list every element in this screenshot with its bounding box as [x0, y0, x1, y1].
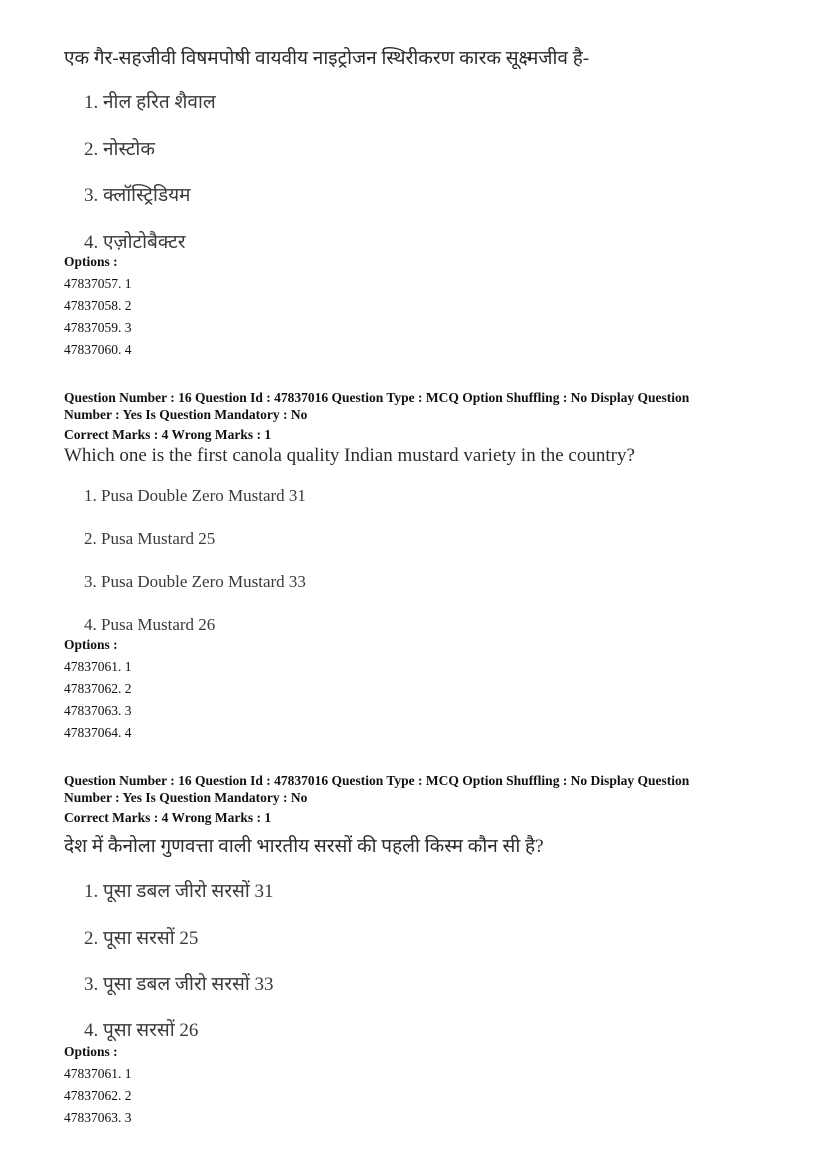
option-id: 47837061. 1 — [64, 1066, 132, 1081]
option-id: 47837063. 3 — [64, 703, 132, 718]
option-id: 47837058. 2 — [64, 298, 132, 313]
option-id: 47837057. 1 — [64, 276, 132, 291]
choice-2: 2. पूसा सरसों 25 — [84, 928, 199, 949]
choice-4: 4. एज़ोटोबैक्टर — [84, 232, 186, 253]
choice-4: 4. Pusa Mustard 26 — [84, 615, 216, 634]
choice-3: 3. पूसा डबल जीरो सरसों 33 — [84, 974, 274, 995]
choice-1: 1. पूसा डबल जीरो सरसों 31 — [84, 881, 274, 902]
option-id: 47837062. 2 — [64, 681, 132, 696]
option-id: 47837061. 1 — [64, 659, 132, 674]
question-marks: Correct Marks : 4 Wrong Marks : 1 — [64, 427, 272, 442]
choice-1: 1. नील हरित शैवाल — [84, 92, 216, 113]
choice-3: 3. Pusa Double Zero Mustard 33 — [84, 572, 306, 591]
question-meta-line2: Number : Yes Is Question Mandatory : No — [64, 407, 308, 422]
options-label: Options : — [64, 637, 118, 652]
question-meta-line1: Question Number : 16 Question Id : 47837016 Question Type : MCQ Option Shuffling : No Display Question — [64, 390, 690, 405]
question-meta — [64, 389, 764, 423]
option-id: 47837062. 2 — [64, 1088, 132, 1103]
question-meta-line2: Number : Yes Is Question Mandatory : No — [64, 790, 308, 805]
option-id: 47837063. 3 — [64, 1110, 132, 1125]
choice-2: 2. नोस्टोक — [84, 139, 155, 160]
option-id: 47837064. 4 — [64, 725, 132, 740]
choice-4: 4. पूसा सरसों 26 — [84, 1020, 199, 1041]
options-label: Options : — [64, 1044, 118, 1059]
question-text-hindi-1: एक गैर-सहजीवी विषमपोषी वायवीय नाइट्रोजन स्थिरीकरण कारक सूक्ष्मजीव है- — [64, 48, 590, 69]
option-id: 47837060. 4 — [64, 342, 132, 357]
choice-1: 1. Pusa Double Zero Mustard 31 — [84, 486, 306, 505]
question-meta — [64, 772, 764, 806]
option-id: 47837059. 3 — [64, 320, 132, 335]
choice-3: 3. क्लॉस्ट्रिडियम — [84, 185, 191, 206]
choice-2: 2. Pusa Mustard 25 — [84, 529, 216, 548]
question-text-english: Which one is the first canola quality Indian mustard variety in the country? — [64, 445, 635, 466]
options-label: Options : — [64, 254, 118, 269]
question-marks: Correct Marks : 4 Wrong Marks : 1 — [64, 810, 272, 825]
question-text-hindi-2: देश में कैनोला गुणवत्ता वाली भारतीय सरसों की पहली किस्म कौन सी है? — [64, 836, 544, 857]
question-meta-line1: Question Number : 16 Question Id : 47837016 Question Type : MCQ Option Shuffling : No Display Question — [64, 773, 690, 788]
